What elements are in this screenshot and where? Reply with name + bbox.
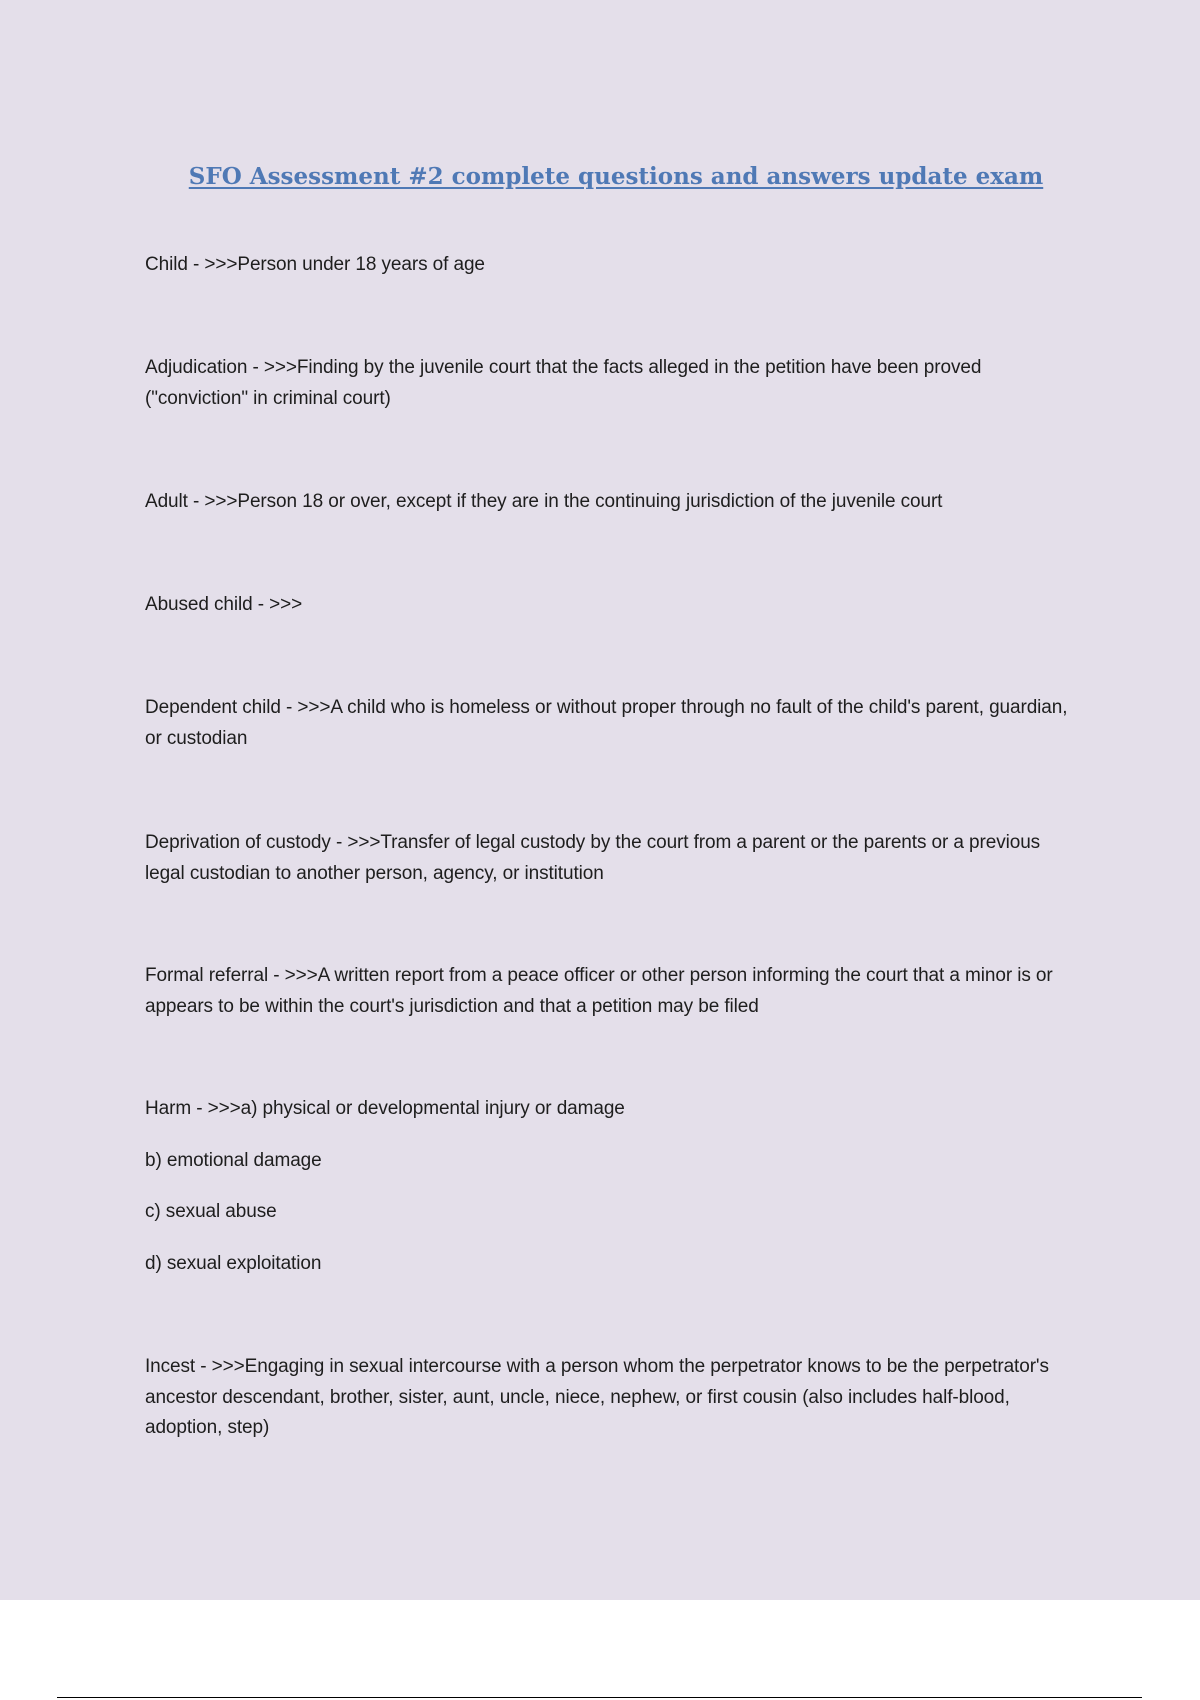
entry-harm-c: c) sexual abuse [145, 1201, 277, 1222]
entry-formal-referral: Formal referral - >>>A written report from a peace officer or other person informing the court that a minor is or appears to be within the court's jurisdiction and that a petition may be filed [145, 965, 1053, 1017]
entry-dependent-child: Dependent child - >>>A child who is homeless or without proper through no fault of the child's parent, guardian, or custodian [145, 697, 1068, 749]
entry-harm-d: d) sexual exploitation [145, 1253, 322, 1274]
entry-incest: Incest - >>>Engaging in sexual intercourse with a person whom the perpetrator knows to be the perpetrator's ancestor descendant, brother, sister, aunt, uncle, niece, nephew, or first cousin (also includes half-blood, adoption, step) [145, 1356, 1049, 1438]
entry-child: Child - >>>Person under 18 years of age [145, 254, 485, 275]
document-title: SFO Assessment #2 complete questions and answers update exam [188, 163, 1044, 190]
entry-harm: Harm - >>>a) physical or developmental injury or damage [145, 1098, 625, 1119]
entry-adjudication: Adjudication - >>>Finding by the juvenile court that the facts alleged in the petition have been proved ("conviction" in criminal court) [145, 357, 982, 409]
footer-divider [57, 1697, 1142, 1698]
entry-abused-child: Abused child - >>> [145, 594, 303, 615]
entry-harm-b: b) emotional damage [145, 1150, 322, 1171]
entry-deprivation-of-custody: Deprivation of custody - >>>Transfer of legal custody by the court from a parent or the parents or a previous legal custodian to another person, agency, or institution [145, 832, 1041, 884]
entry-adult: Adult - >>>Person 18 or over, except if they are in the continuing jurisdiction of the juvenile court [145, 491, 943, 512]
